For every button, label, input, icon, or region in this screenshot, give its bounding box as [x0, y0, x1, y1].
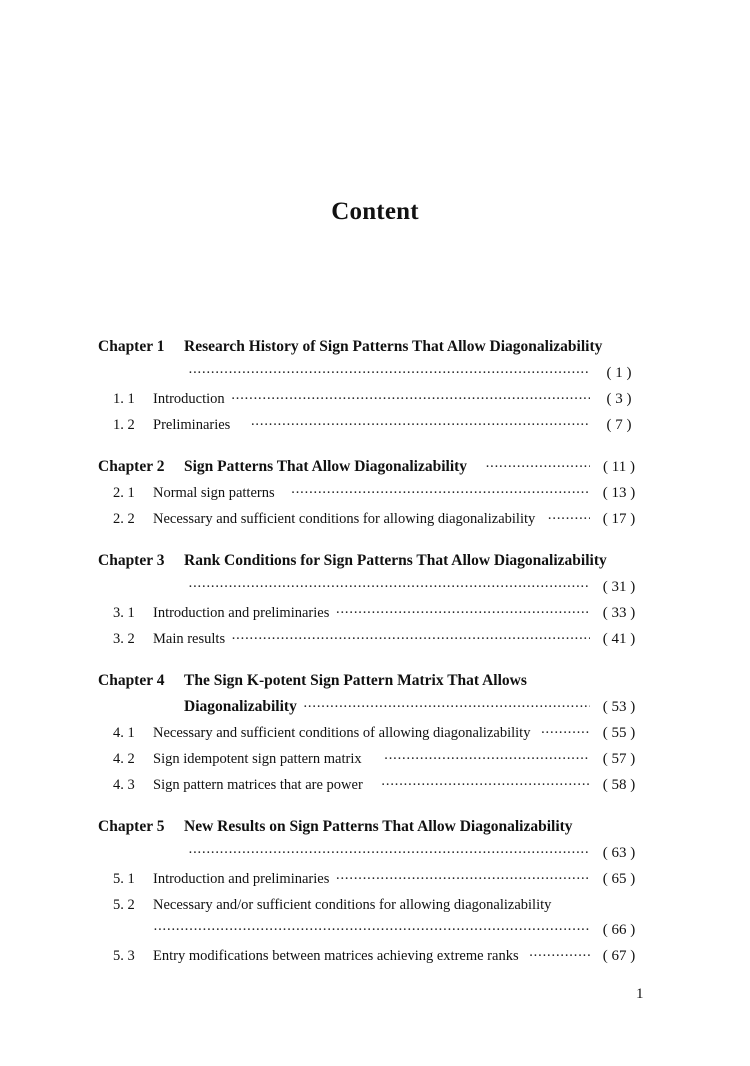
dot-leader [291, 484, 590, 502]
page-number: ( 63 ) [602, 845, 636, 861]
page-number: ( 7 ) [606, 417, 632, 433]
toc-section-4-3[interactable] [113, 776, 642, 794]
page-number: ( 57 ) [602, 751, 636, 767]
dot-leader [335, 870, 590, 888]
page-number: ( 53 ) [602, 699, 636, 715]
section-title: Sign pattern matrices that are power [153, 777, 363, 793]
chapter-label: Chapter 3 [98, 552, 165, 569]
section-number: 5. 1 [113, 871, 135, 887]
section-title: Introduction and preliminaries [153, 871, 330, 887]
section-title: Necessary and/or sufficient conditions for allowing diagonalizability [153, 897, 552, 913]
dot-leader [335, 604, 590, 622]
section-number: 2. 1 [113, 485, 135, 501]
section-title: Introduction and preliminaries [153, 605, 330, 621]
toc-chapter-2[interactable] [98, 458, 642, 476]
chapter-title: New Results on Sign Patterns That Allow Diagonalizability [184, 818, 573, 835]
chapter-title: Sign Patterns That Allow Diagonalizability [184, 458, 468, 475]
dot-leader [188, 844, 590, 862]
dot-leader [384, 750, 590, 768]
toc-section-5-1[interactable] [113, 870, 642, 888]
toc-chapter-3-page-line [184, 578, 642, 596]
toc-section-2-2[interactable] [113, 510, 642, 528]
page-number: ( 41 ) [602, 631, 636, 647]
section-number: 1. 1 [113, 391, 135, 407]
toc-section-3-1[interactable] [113, 604, 642, 622]
chapter-title: Rank Conditions for Sign Patterns That Allow Diagonalizability [184, 552, 607, 569]
toc-section-1-2[interactable] [113, 416, 642, 434]
page-number: ( 17 ) [602, 511, 636, 527]
page-number: ( 1 ) [606, 365, 632, 381]
dot-leader [188, 364, 590, 382]
chapter-label: Chapter 2 [98, 458, 165, 475]
page-number: ( 55 ) [602, 725, 636, 741]
section-title: Preliminaries [153, 417, 231, 433]
toc-chapter-4-page-line [184, 698, 642, 716]
toc-section-1-1[interactable] [113, 390, 642, 408]
page-number: ( 13 ) [602, 485, 636, 501]
toc-chapter-3[interactable] [98, 552, 607, 570]
page-number: ( 31 ) [602, 579, 636, 595]
section-number: 3. 2 [113, 631, 135, 647]
section-number: 2. 2 [113, 511, 135, 527]
section-title: Normal sign patterns [153, 485, 275, 501]
page-number: ( 65 ) [602, 871, 636, 887]
dot-leader [381, 776, 590, 794]
page-number: ( 3 ) [606, 391, 632, 407]
section-number: 3. 1 [113, 605, 135, 621]
dot-leader [303, 698, 590, 716]
toc-section-5-3[interactable] [113, 947, 642, 965]
dot-leader [485, 458, 590, 476]
toc-chapter-5[interactable] [98, 818, 573, 836]
footer-page-number: 1 [636, 986, 644, 1002]
toc-chapter-1-page-line [184, 364, 642, 382]
dot-leader [540, 724, 590, 742]
page-number: ( 58 ) [602, 777, 636, 793]
section-title: Main results [153, 631, 226, 647]
section-number: 4. 3 [113, 777, 135, 793]
toc-section-3-2[interactable] [113, 630, 642, 648]
dot-leader [529, 947, 590, 965]
chapter-label: Chapter 5 [98, 818, 165, 835]
toc-section-5-2[interactable] [113, 896, 642, 914]
section-number: 1. 2 [113, 417, 135, 433]
toc-chapter-5-page-line [184, 844, 642, 862]
section-number: 5. 2 [113, 897, 135, 913]
page-title: Content [331, 198, 419, 225]
dot-leader [188, 578, 590, 596]
chapter-title: The Sign K-potent Sign Pattern Matrix That Allows [184, 672, 527, 689]
toc-section-5-2-page-line [153, 921, 642, 939]
section-title: Necessary and sufficient conditions for allowing diagonalizability [153, 511, 536, 527]
dot-leader [231, 630, 590, 648]
dot-leader [153, 921, 590, 939]
chapter-label: Chapter 1 [98, 338, 165, 355]
page-number: ( 67 ) [602, 948, 636, 964]
chapter-label: Chapter 4 [98, 672, 165, 689]
section-title: Introduction [153, 391, 225, 407]
chapter-title: Research History of Sign Patterns That Allow Diagonalizability [184, 338, 603, 355]
toc-section-2-1[interactable] [113, 484, 642, 502]
page-number: ( 11 ) [603, 459, 635, 475]
toc-chapter-4[interactable] [98, 672, 527, 690]
toc-chapter-1[interactable] [98, 338, 602, 356]
section-title: Entry modifications between matrices achieving extreme ranks [153, 948, 519, 964]
page-number: ( 66 ) [602, 922, 636, 938]
toc-section-4-2[interactable] [113, 750, 642, 768]
dot-leader [547, 510, 590, 528]
toc-section-4-1[interactable] [113, 724, 642, 742]
section-number: 4. 2 [113, 751, 135, 767]
dot-leader [231, 390, 590, 408]
section-title: Necessary and sufficient conditions of allowing diagonalizability [153, 725, 531, 741]
section-title: Sign idempotent sign pattern matrix [153, 751, 362, 767]
page-number: ( 33 ) [602, 605, 636, 621]
section-number: 5. 3 [113, 948, 135, 964]
chapter-title-continued: Diagonalizability [184, 698, 297, 715]
section-number: 4. 1 [113, 725, 135, 741]
dot-leader [250, 416, 590, 434]
